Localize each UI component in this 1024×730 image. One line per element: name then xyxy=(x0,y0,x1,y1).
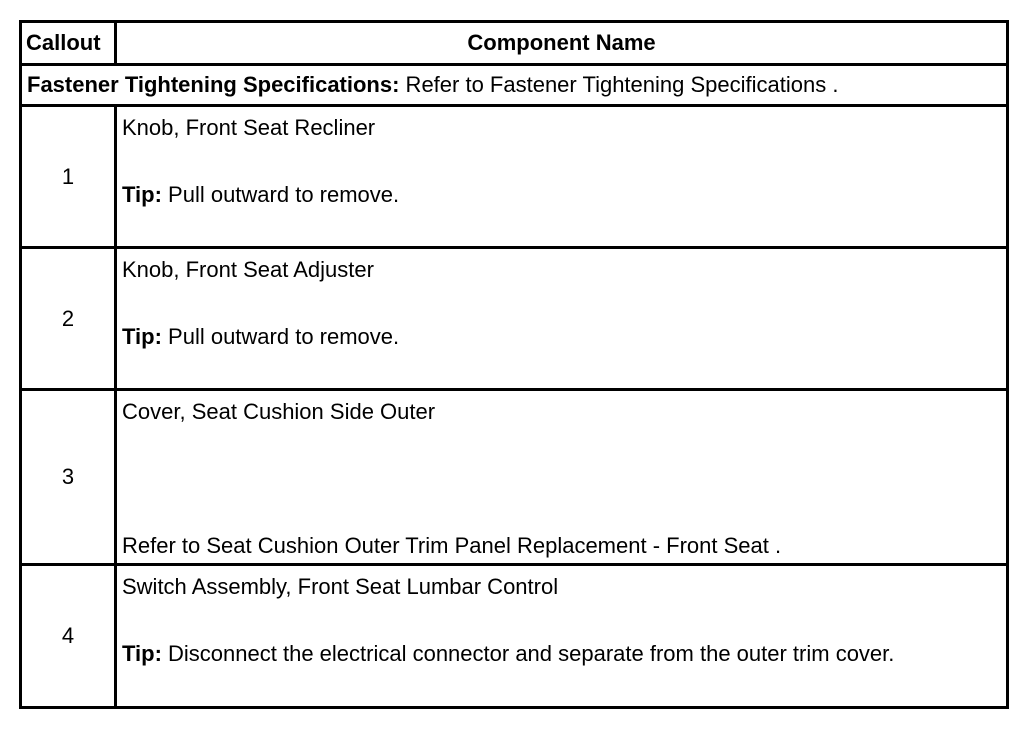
component-name: Knob, Front Seat Recliner xyxy=(122,115,376,140)
component-cell xyxy=(117,566,1006,706)
fastener-spec-label: Fastener Tightening Specifications: xyxy=(27,72,400,97)
component-tip xyxy=(122,182,399,208)
component-cell xyxy=(117,391,1006,563)
component-name: Switch Assembly, Front Seat Lumbar Control xyxy=(122,574,559,599)
tip-label: Tip: xyxy=(122,324,162,349)
component-tip xyxy=(122,324,399,350)
header-callout: Callout xyxy=(22,23,117,63)
tip-text: Disconnect the electrical connector and separate from the outer trim cover. xyxy=(161,641,895,666)
component-tip xyxy=(122,641,894,667)
callout-number: 1 xyxy=(22,107,117,246)
callout-number: 3 xyxy=(22,391,117,563)
header-component-name: Component Name xyxy=(467,30,656,55)
tip-text: Pull outward to remove. xyxy=(161,182,400,207)
component-name: Cover, Seat Cushion Side Outer xyxy=(122,399,436,424)
tip-text: Pull outward to remove. xyxy=(161,324,400,349)
callout-number: 4 xyxy=(22,566,117,706)
fastener-spec-text: Refer to Fastener Tightening Specifications . xyxy=(399,72,839,97)
fastener-spec-row xyxy=(22,63,1006,104)
table-row xyxy=(22,388,1006,563)
component-cell xyxy=(117,107,1006,246)
procedure-reference: Refer to Seat Cushion Outer Trim Panel Replacement - Front Seat . xyxy=(122,533,782,558)
table-header-row xyxy=(22,23,1006,63)
callout-number: 2 xyxy=(22,249,117,388)
component-name: Knob, Front Seat Adjuster xyxy=(122,257,374,282)
table-row xyxy=(22,246,1006,388)
component-cell xyxy=(117,249,1006,388)
table-row xyxy=(22,104,1006,246)
table-row xyxy=(22,563,1006,706)
component-table xyxy=(19,20,1009,709)
tip-label: Tip: xyxy=(122,182,162,207)
tip-label: Tip: xyxy=(122,641,162,666)
fastener-spec-cell xyxy=(22,66,1006,104)
